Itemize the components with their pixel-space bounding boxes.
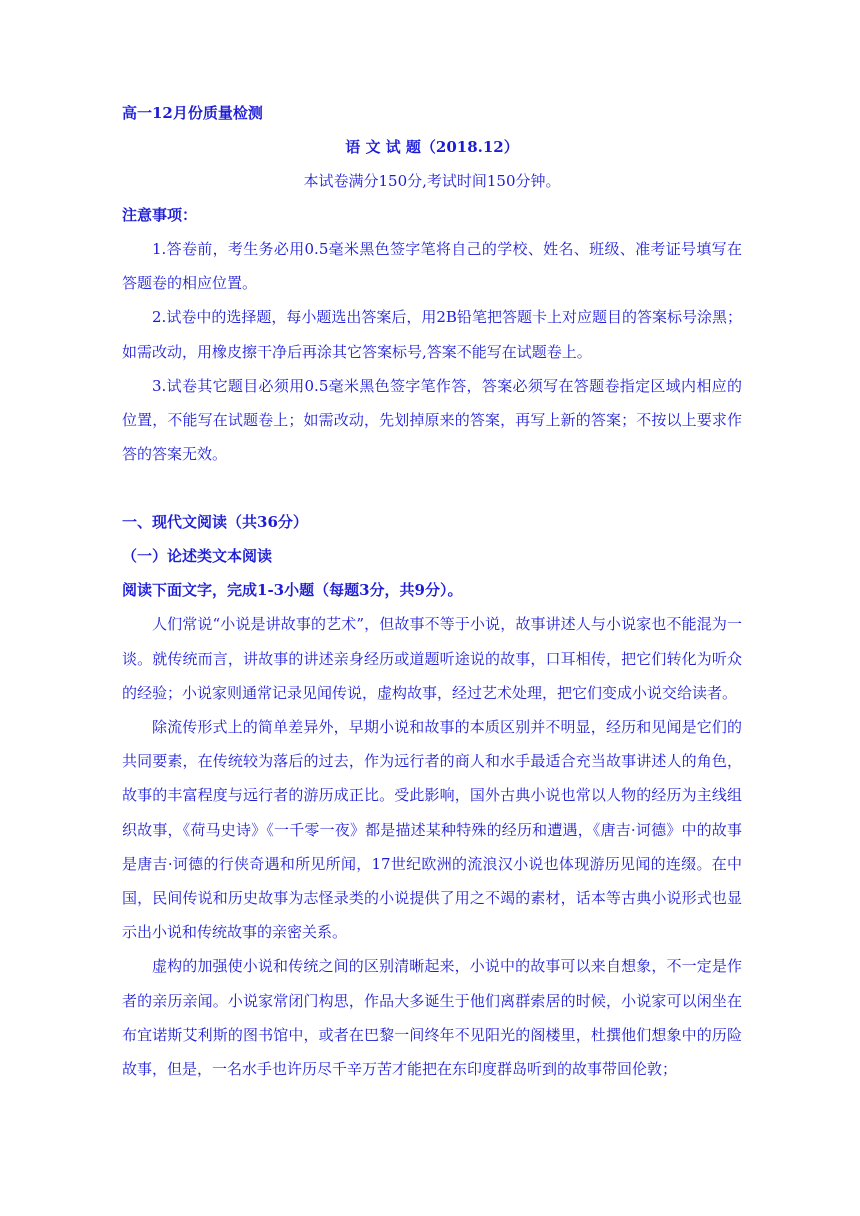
section-gap: [122, 471, 742, 505]
subject-title: 语 文 试 题（2018.12）: [345, 138, 519, 156]
exam-page: [122, 96, 742, 1086]
notice-title: 注意事项：: [122, 206, 198, 224]
exam-info: 本试卷满分150分,考试时间150分钟。: [303, 172, 561, 190]
notice-item-3: 3.试卷其它题目必须用0.5毫米黑色签字笔作答，答案必须写在答题卷指定区域内相应的位置，不能写在试题卷上；如需改动，先划掉原来的答案，再写上新的答案；不按以上要求作答的答案无效。: [122, 376, 742, 464]
subsection-title: （一）论述类文本阅读: [122, 547, 273, 566]
notice-item-2: 2.试卷中的选择题，每小题选出答案后，用2B铅笔把答题卡上对应题目的答案标号涂黑；如需改动，用橡皮擦干净后再涂其它答案标号,答案不能写在试题卷上。: [122, 308, 742, 361]
passage-paragraph: 除流传形式上的简单差异外，早期小说和故事的本质区别并不明显，经历和见闻是它们的共同要素，在传统较为落后的过去，作为远行者的商人和水手最适合充当故事讲述人的角色，故事的丰富程度与远行者的游历成正比。受此影响，国外古典小说也常以人物的经历为主线组织故事，《荷马史诗》《一千零一夜》都是描述某种特殊的经历和遭遇，《唐吉·诃德》中的故事是唐吉·诃德的行侠奇遇和所见所闻，17世纪欧洲的流浪汉小说也体现游历见闻的连缀。在中国，民间传说和历史故事为志怪录类的小说提供了用之不竭的素材，话本等古典小说形式也显示出小说和传统故事的亲密关系。: [122, 718, 742, 942]
notice-item-1: 1.答卷前，考生务必用0.5毫米黑色签字笔将自己的学校、姓名、班级、准考证号填写在答题卷的相应位置。: [122, 240, 742, 293]
passage-paragraph: 人们常说“小说是讲故事的艺术”，但故事不等于小说，故事讲述人与小说家也不能混为一谈。就传统而言，讲故事的讲述亲身经历或道题听途说的故事，口耳相传，把它们转化为听众的经验；小说家则通常记录见闻传说，虚构故事，经过艺术处理，把它们变成小说交给读者。: [122, 615, 742, 702]
section-title: 一、现代文阅读（共36分）: [122, 513, 308, 532]
passage-paragraph: 虚构的加强使小说和传统之间的区别清晰起来，小说中的故事可以来自想象，不一定是作者的亲历亲闻。小说家常闭门构思，作品大多诞生于他们离群索居的时候，小说家可以闲坐在布宜诺斯艾利斯的图书馆中，或者在巴黎一间终年不见阳光的阁楼里，杜撰他们想象中的历险故事，但是，一名水手也许历尽千辛万苦才能把在东印度群岛听到的故事带回伦敦；: [122, 957, 742, 1079]
exam-name: 高一12月份质量检测: [122, 104, 263, 122]
reading-instruction: 阅读下面文字，完成1-3小题（每题3分，共9分）。: [122, 581, 463, 600]
